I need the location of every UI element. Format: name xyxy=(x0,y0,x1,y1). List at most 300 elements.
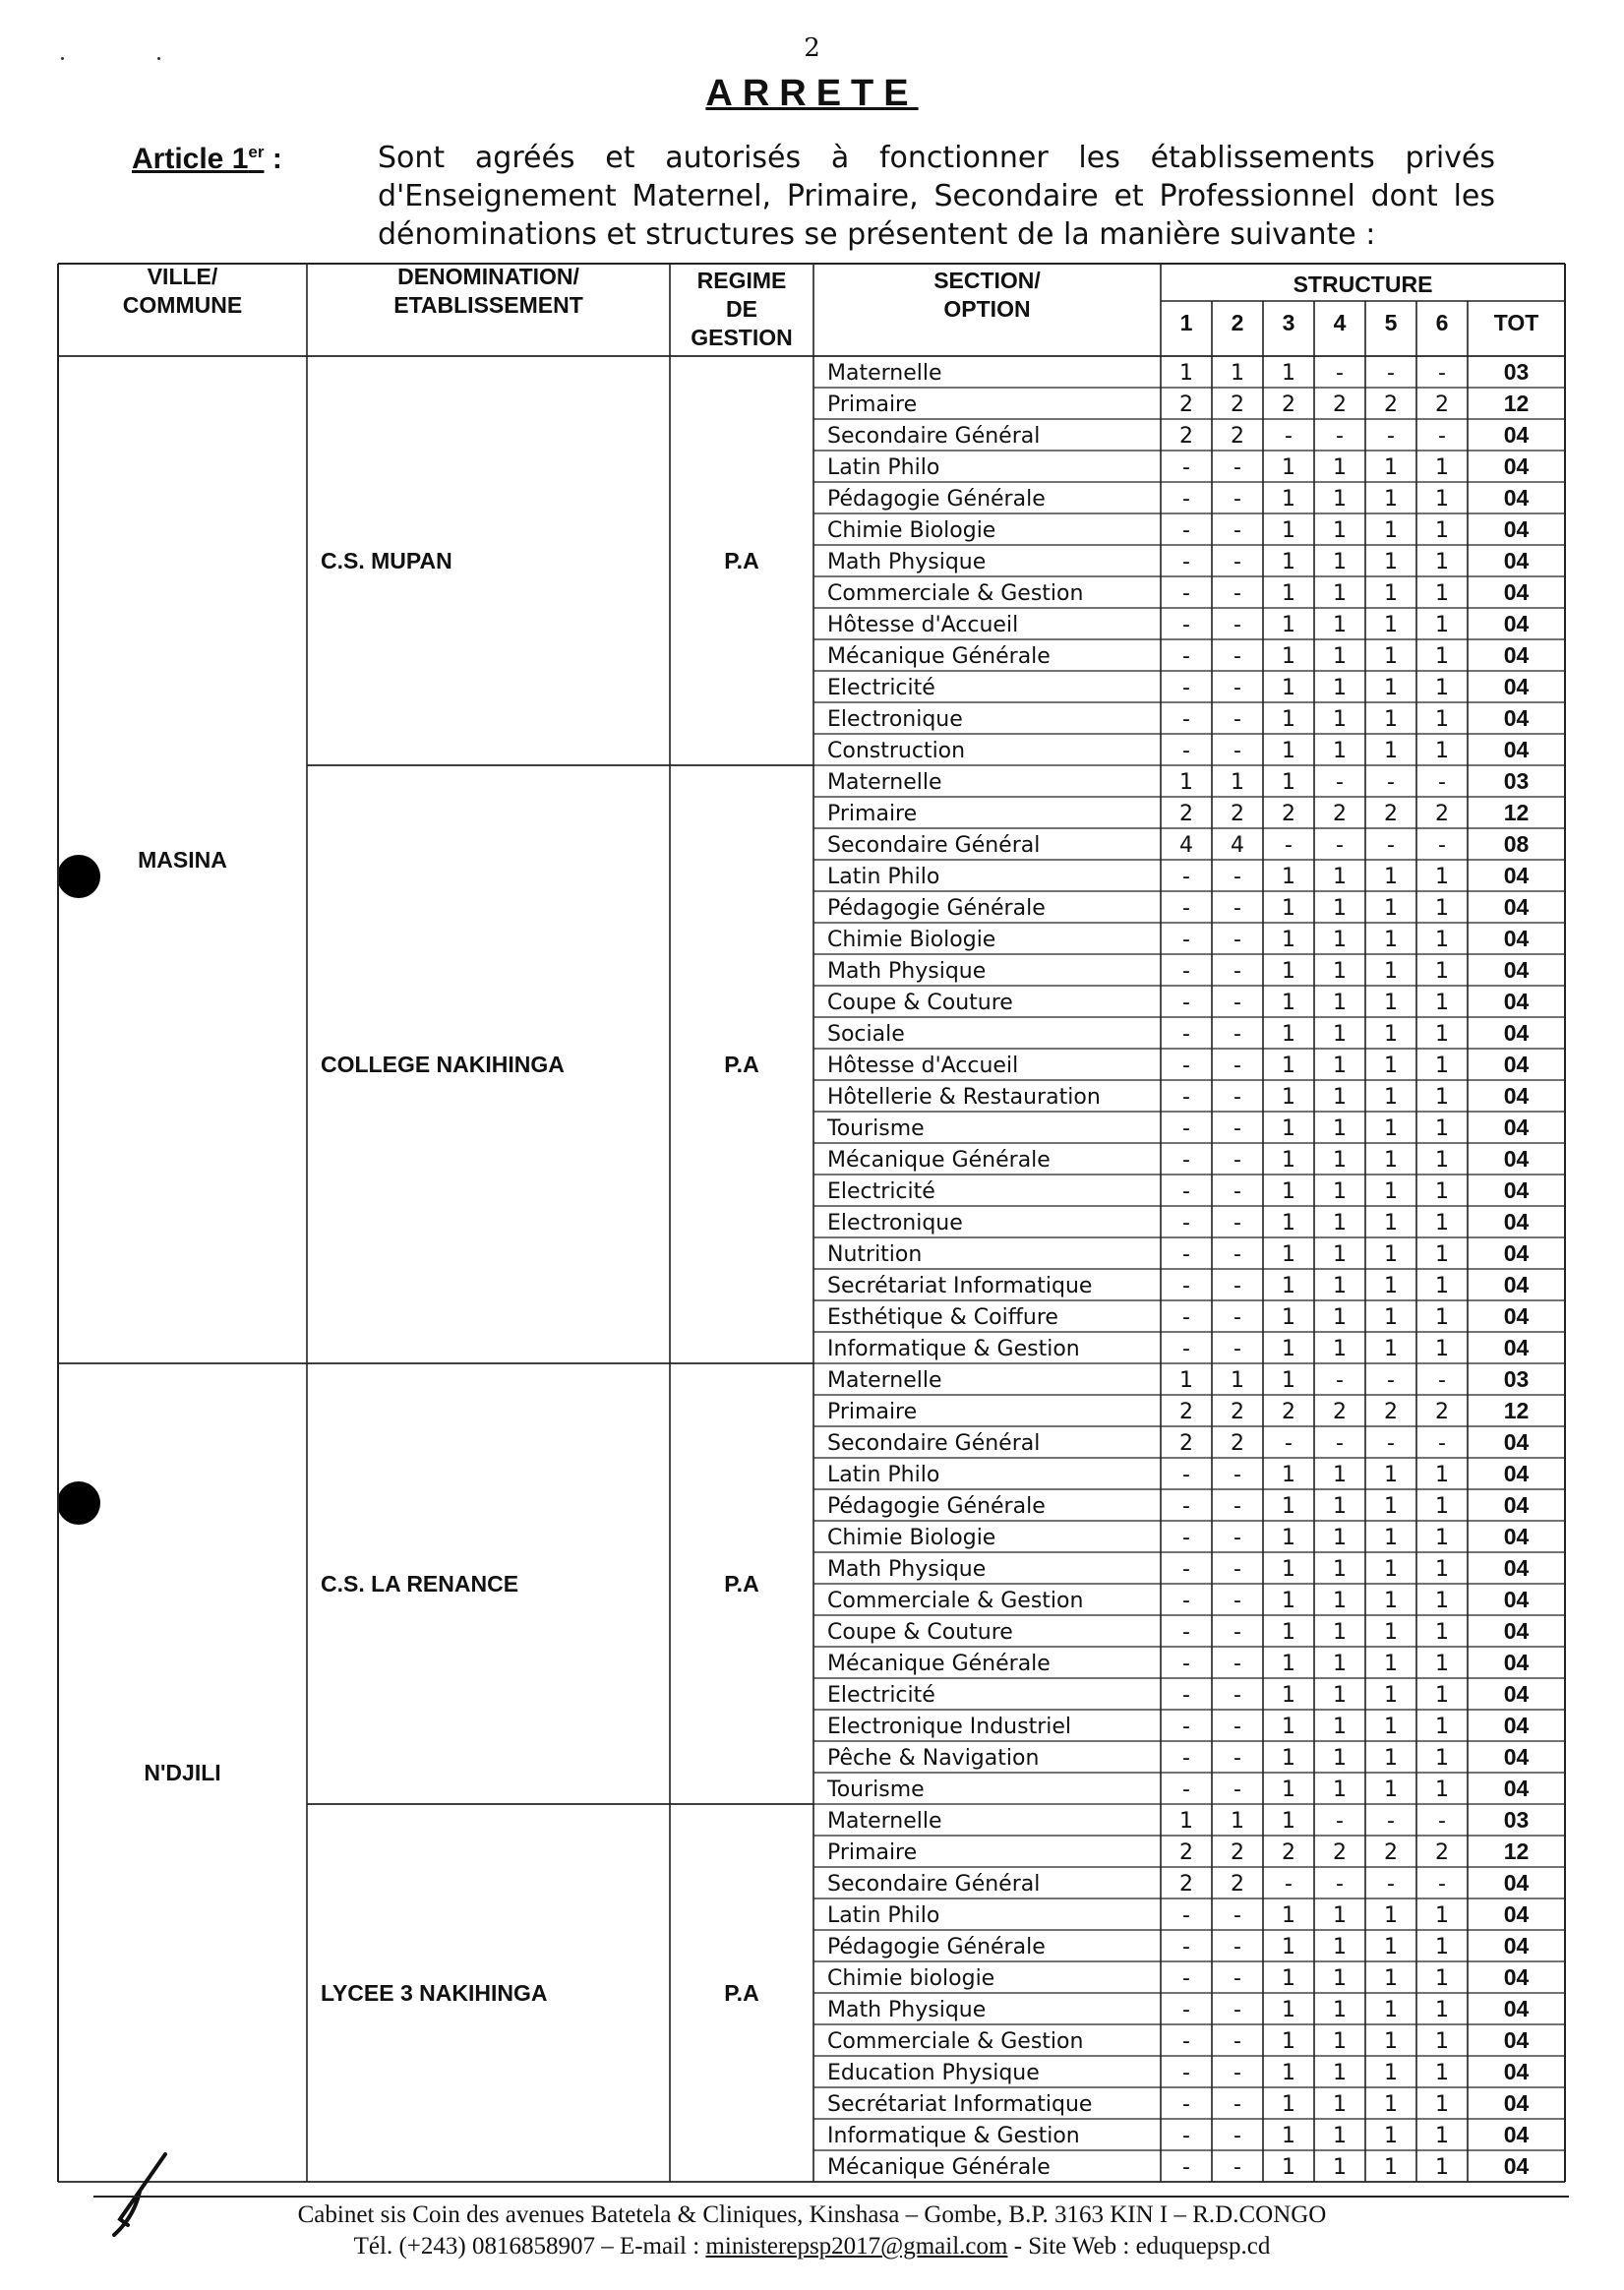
row-total: 04 xyxy=(1503,1744,1530,1770)
row-total: 08 xyxy=(1503,831,1530,857)
row-structure-value: 1 xyxy=(1435,1620,1449,1645)
row-total: 04 xyxy=(1503,516,1530,542)
footer-email-link[interactable]: ministerepsp2017@gmail.com xyxy=(705,2233,1008,2260)
row-structure-value: 1 xyxy=(1333,1620,1347,1645)
row-section-option: Chimie biologie xyxy=(827,1966,995,1991)
row-structure-value: 1 xyxy=(1384,1526,1398,1550)
row-structure-value: - xyxy=(1233,2155,1241,2180)
row-section-option: Informatique & Gestion xyxy=(827,1337,1080,1361)
row-section-option: Pédagogie Générale xyxy=(827,896,1046,921)
row-total: 04 xyxy=(1503,422,1530,448)
row-structure-value: 1 xyxy=(1333,1778,1347,1802)
row-structure-value: - xyxy=(1387,770,1395,795)
row-structure-value: 1 xyxy=(1384,1116,1398,1141)
header-de: DE xyxy=(726,296,757,322)
row-total: 04 xyxy=(1503,1115,1530,1140)
row-structure-value: - xyxy=(1233,865,1241,889)
row-section-option: Chimie Biologie xyxy=(827,928,996,952)
row-structure-value: 1 xyxy=(1282,518,1295,543)
row-structure-value: 1 xyxy=(1282,1116,1295,1141)
row-structure-value: - xyxy=(1182,1211,1190,1235)
row-structure-value: 4 xyxy=(1231,833,1244,858)
row-structure-value: 1 xyxy=(1384,2092,1398,2117)
row-section-option: Mécanique Générale xyxy=(827,2155,1051,2180)
row-section-option: Maternelle xyxy=(827,361,942,386)
row-total: 04 xyxy=(1503,1272,1530,1297)
row-total: 04 xyxy=(1503,1303,1530,1329)
row-structure-value: 2 xyxy=(1333,1840,1347,1865)
row-section-option: Coupe & Couture xyxy=(827,991,1013,1015)
row-section-option: Primaire xyxy=(827,802,918,826)
row-total: 12 xyxy=(1503,391,1530,416)
row-structure-value: 1 xyxy=(1282,1337,1295,1361)
row-structure-value: 1 xyxy=(1384,613,1398,637)
row-structure-value: - xyxy=(1233,1620,1241,1645)
row-structure-value: 1 xyxy=(1282,1809,1295,1834)
row-structure-value: - xyxy=(1233,2061,1241,2085)
row-structure-value: - xyxy=(1182,2092,1190,2117)
row-section-option: Mécanique Générale xyxy=(827,1652,1051,1676)
row-structure-value: 2 xyxy=(1435,1840,1449,1865)
row-structure-value: 2 xyxy=(1179,802,1193,826)
row-total: 03 xyxy=(1503,1807,1530,1833)
row-structure-value: - xyxy=(1387,1368,1395,1393)
row-structure-value: 2 xyxy=(1282,802,1295,826)
row-structure-value: 1 xyxy=(1435,739,1449,763)
row-structure-value: 1 xyxy=(1282,1494,1295,1519)
row-section-option: Primaire xyxy=(827,1840,918,1865)
row-section-option: Commerciale & Gestion xyxy=(827,2029,1084,2054)
row-structure-value: 1 xyxy=(1384,581,1398,606)
row-structure-value: - xyxy=(1182,1998,1190,2022)
row-structure-value: - xyxy=(1233,2092,1241,2117)
row-structure-value: 1 xyxy=(1435,676,1449,700)
row-structure-value: 1 xyxy=(1333,707,1347,732)
row-structure-value: - xyxy=(1182,581,1190,606)
row-structure-value: - xyxy=(1285,424,1293,449)
row-structure-value: 1 xyxy=(1333,896,1347,921)
row-structure-value: 1 xyxy=(1333,959,1347,984)
header-regime: REGIME xyxy=(696,268,787,293)
row-structure-value: 1 xyxy=(1333,1148,1347,1173)
row-structure-value: 1 xyxy=(1384,1903,1398,1928)
row-total: 04 xyxy=(1503,548,1530,573)
row-structure-value: 1 xyxy=(1333,550,1347,574)
row-total: 04 xyxy=(1503,1933,1530,1959)
row-structure-value: - xyxy=(1182,1022,1190,1047)
row-structure-value: 2 xyxy=(1435,802,1449,826)
row-structure-value: 1 xyxy=(1384,1557,1398,1582)
row-structure-value: 1 xyxy=(1282,991,1295,1015)
row-structure-value: 1 xyxy=(1384,1778,1398,1802)
row-structure-value: 1 xyxy=(1282,959,1295,984)
row-structure-value: 1 xyxy=(1435,2092,1449,2117)
row-section-option: Pédagogie Générale xyxy=(827,487,1046,512)
row-structure-value: 1 xyxy=(1282,865,1295,889)
row-structure-value: - xyxy=(1233,1242,1241,1267)
school-regime: P.A xyxy=(724,1052,759,1077)
footer-rule xyxy=(93,2196,1569,2198)
row-section-option: Secondaire Général xyxy=(827,833,1041,858)
row-structure-value: 1 xyxy=(1333,1179,1347,1204)
row-structure-value: 1 xyxy=(1435,865,1449,889)
row-structure-value: - xyxy=(1182,1337,1190,1361)
row-structure-value: - xyxy=(1182,1778,1190,1802)
row-total: 04 xyxy=(1503,1177,1530,1203)
row-section-option: Maternelle xyxy=(827,1368,942,1393)
row-structure-value: 1 xyxy=(1282,581,1295,606)
row-structure-value: 1 xyxy=(1282,1998,1295,2022)
row-structure-value: 1 xyxy=(1333,865,1347,889)
row-structure-value: 1 xyxy=(1333,1494,1347,1519)
school-regime: P.A xyxy=(724,548,759,573)
row-structure-value: - xyxy=(1182,676,1190,700)
row-structure-value: 1 xyxy=(1333,1526,1347,1550)
row-structure-value: - xyxy=(1233,1337,1241,1361)
row-structure-value: - xyxy=(1182,1054,1190,1078)
row-structure-value: 2 xyxy=(1179,424,1193,449)
row-structure-value: - xyxy=(1233,550,1241,574)
row-structure-value: 2 xyxy=(1179,1400,1193,1424)
row-structure-value: 1 xyxy=(1384,1148,1398,1173)
row-structure-value: - xyxy=(1233,1778,1241,1802)
row-structure-value: 1 xyxy=(1384,1054,1398,1078)
row-structure-value: 1 xyxy=(1282,1778,1295,1802)
row-structure-value: - xyxy=(1233,1683,1241,1708)
row-structure-value: 1 xyxy=(1282,770,1295,795)
row-structure-value: 1 xyxy=(1435,1903,1449,1928)
row-total: 04 xyxy=(1503,705,1530,731)
row-structure-value: - xyxy=(1336,1872,1344,1897)
footer-address: Cabinet sis Coin des avenues Batetela & Cliniques, Kinshasa – Gombe, B.P. 3163 KIN I – R.D.CONGO xyxy=(297,2201,1327,2228)
row-total: 03 xyxy=(1503,768,1530,794)
row-total: 04 xyxy=(1503,1681,1530,1707)
school-name: LYCEE 3 NAKIHINGA xyxy=(321,1980,548,2006)
row-structure-value: 1 xyxy=(1333,2061,1347,2085)
row-structure-value: 1 xyxy=(1333,1683,1347,1708)
row-structure-value: 1 xyxy=(1384,896,1398,921)
row-structure-value: 1 xyxy=(1282,2124,1295,2148)
row-section-option: Nutrition xyxy=(827,1242,923,1267)
row-structure-value: 1 xyxy=(1384,707,1398,732)
row-structure-value: 1 xyxy=(1384,1337,1398,1361)
article-label: Article 1er : xyxy=(132,143,282,175)
row-structure-value: - xyxy=(1182,1683,1190,1708)
row-structure-value: 4 xyxy=(1179,833,1193,858)
row-structure-value: 2 xyxy=(1384,1840,1398,1865)
row-structure-value: 1 xyxy=(1282,1368,1295,1393)
row-structure-value: 2 xyxy=(1231,392,1244,417)
row-total: 04 xyxy=(1503,1650,1530,1675)
row-structure-value: - xyxy=(1182,928,1190,952)
row-structure-value: - xyxy=(1438,1368,1446,1393)
header-col-2: 2 xyxy=(1231,310,1244,335)
header-etablissement: ETABLISSEMENT xyxy=(393,292,583,318)
row-structure-value: - xyxy=(1182,1557,1190,1582)
row-total: 04 xyxy=(1503,1052,1530,1077)
row-structure-value: 1 xyxy=(1435,1998,1449,2022)
row-section-option: Commerciale & Gestion xyxy=(827,581,1084,606)
row-structure-value: 1 xyxy=(1435,2155,1449,2180)
row-structure-value: 1 xyxy=(1333,1589,1347,1613)
row-structure-value: 1 xyxy=(1435,644,1449,669)
row-structure-value: 1 xyxy=(1282,455,1295,480)
row-structure-value: 1 xyxy=(1435,1305,1449,1330)
row-structure-value: 1 xyxy=(1384,959,1398,984)
row-structure-value: 1 xyxy=(1333,1935,1347,1959)
row-section-option: Maternelle xyxy=(827,770,942,795)
row-structure-value: 1 xyxy=(1384,739,1398,763)
row-total: 04 xyxy=(1503,863,1530,888)
row-structure-value: 1 xyxy=(1282,1085,1295,1110)
row-structure-value: - xyxy=(1233,1022,1241,1047)
row-structure-value: 1 xyxy=(1282,1242,1295,1267)
row-structure-value: 1 xyxy=(1435,1054,1449,1078)
row-section-option: Hôtesse d'Accueil xyxy=(827,1054,1019,1078)
row-structure-value: - xyxy=(1182,991,1190,1015)
row-structure-value: 1 xyxy=(1333,1557,1347,1582)
row-structure-value: - xyxy=(1233,959,1241,984)
row-structure-value: - xyxy=(1233,487,1241,512)
row-section-option: Electronique Industriel xyxy=(827,1715,1072,1739)
row-section-option: Latin Philo xyxy=(827,865,940,889)
row-structure-value: 1 xyxy=(1333,676,1347,700)
row-structure-value: 1 xyxy=(1435,613,1449,637)
row-total: 04 xyxy=(1503,642,1530,668)
row-structure-value: 1 xyxy=(1179,1809,1193,1834)
header-section: SECTION/ xyxy=(933,268,1041,293)
row-structure-value: - xyxy=(1233,1463,1241,1487)
row-structure-value: 1 xyxy=(1333,739,1347,763)
row-structure-value: - xyxy=(1233,1589,1241,1613)
row-structure-value: 1 xyxy=(1282,1652,1295,1676)
row-structure-value: - xyxy=(1336,361,1344,386)
row-structure-value: - xyxy=(1182,1085,1190,1110)
row-structure-value: 1 xyxy=(1333,2092,1347,2117)
row-structure-value: - xyxy=(1438,424,1446,449)
row-structure-value: 1 xyxy=(1282,1179,1295,1204)
row-structure-value: - xyxy=(1233,1494,1241,1519)
row-structure-value: - xyxy=(1233,518,1241,543)
row-structure-value: 1 xyxy=(1282,1589,1295,1613)
row-structure-value: - xyxy=(1233,707,1241,732)
row-structure-value: 1 xyxy=(1282,1903,1295,1928)
row-structure-value: - xyxy=(1182,896,1190,921)
row-total: 04 xyxy=(1503,1555,1530,1581)
row-total: 04 xyxy=(1503,579,1530,605)
row-structure-value: - xyxy=(1182,707,1190,732)
row-structure-value: 1 xyxy=(1384,2124,1398,2148)
row-structure-value: 1 xyxy=(1435,1463,1449,1487)
row-structure-value: 1 xyxy=(1231,361,1244,386)
row-structure-value: 1 xyxy=(1282,2061,1295,2085)
row-structure-value: 1 xyxy=(1282,1211,1295,1235)
school-name: C.S. MUPAN xyxy=(321,548,452,573)
row-structure-value: - xyxy=(1182,1589,1190,1613)
row-structure-value: - xyxy=(1336,833,1344,858)
row-structure-value: 1 xyxy=(1435,1022,1449,1047)
row-structure-value: 1 xyxy=(1333,1054,1347,1078)
row-structure-value: - xyxy=(1285,1431,1293,1456)
row-structure-value: - xyxy=(1336,1809,1344,1834)
row-structure-value: - xyxy=(1233,1746,1241,1771)
row-section-option: Mécanique Générale xyxy=(827,1148,1051,1173)
header-col-1: 1 xyxy=(1179,310,1193,335)
row-structure-value: 1 xyxy=(1333,1966,1347,1991)
row-structure-value: 1 xyxy=(1333,644,1347,669)
row-structure-value: - xyxy=(1233,455,1241,480)
row-structure-value: - xyxy=(1182,1526,1190,1550)
row-total: 04 xyxy=(1503,1240,1530,1266)
row-total: 04 xyxy=(1503,2027,1530,2053)
row-structure-value: 1 xyxy=(1435,1589,1449,1613)
row-structure-value: - xyxy=(1182,2029,1190,2054)
header-col-3: 3 xyxy=(1282,310,1295,335)
row-total: 04 xyxy=(1503,453,1530,479)
row-structure-value: - xyxy=(1182,550,1190,574)
row-section-option: Pédagogie Générale xyxy=(827,1494,1046,1519)
row-section-option: Math Physique xyxy=(827,550,987,574)
row-structure-value: 2 xyxy=(1333,1400,1347,1424)
row-structure-value: - xyxy=(1233,1148,1241,1173)
row-structure-value: 1 xyxy=(1384,1652,1398,1676)
row-structure-value: 1 xyxy=(1384,1589,1398,1613)
row-structure-value: - xyxy=(1387,361,1395,386)
row-total: 04 xyxy=(1503,1618,1530,1644)
row-structure-value: 2 xyxy=(1384,392,1398,417)
row-structure-value: 1 xyxy=(1435,1211,1449,1235)
row-section-option: Primaire xyxy=(827,1400,918,1424)
row-structure-value: - xyxy=(1182,1494,1190,1519)
row-structure-value: 1 xyxy=(1282,676,1295,700)
row-structure-value: 1 xyxy=(1435,581,1449,606)
row-structure-value: 1 xyxy=(1333,1903,1347,1928)
row-total: 04 xyxy=(1503,1492,1530,1518)
row-structure-value: 1 xyxy=(1384,644,1398,669)
row-structure-value: 1 xyxy=(1384,1305,1398,1330)
row-total: 04 xyxy=(1503,926,1530,951)
row-structure-value: - xyxy=(1182,1746,1190,1771)
row-total: 04 xyxy=(1503,2090,1530,2116)
row-structure-value: 1 xyxy=(1435,707,1449,732)
row-total: 03 xyxy=(1503,359,1530,385)
row-structure-value: 1 xyxy=(1384,1966,1398,1991)
row-structure-value: - xyxy=(1387,424,1395,449)
row-structure-value: 1 xyxy=(1435,896,1449,921)
row-structure-value: - xyxy=(1182,1903,1190,1928)
row-structure-value: 1 xyxy=(1384,2155,1398,2180)
row-structure-value: 1 xyxy=(1384,1746,1398,1771)
row-structure-value: - xyxy=(1182,455,1190,480)
row-structure-value: - xyxy=(1233,581,1241,606)
row-section-option: Electricité xyxy=(827,1683,935,1708)
row-structure-value: - xyxy=(1233,1211,1241,1235)
row-section-option: Tourisme xyxy=(827,1778,925,1802)
row-section-option: Informatique & Gestion xyxy=(827,2124,1080,2148)
row-structure-value: 1 xyxy=(1333,1998,1347,2022)
row-structure-value: 2 xyxy=(1333,802,1347,826)
row-total: 04 xyxy=(1503,1461,1530,1486)
row-total: 04 xyxy=(1503,611,1530,636)
row-structure-value: 1 xyxy=(1384,928,1398,952)
row-structure-value: 1 xyxy=(1384,1085,1398,1110)
school-regime: P.A xyxy=(724,1980,759,2006)
row-structure-value: - xyxy=(1182,2124,1190,2148)
row-structure-value: 1 xyxy=(1333,487,1347,512)
row-structure-value: 2 xyxy=(1384,802,1398,826)
row-structure-value: 1 xyxy=(1384,487,1398,512)
row-structure-value: 2 xyxy=(1435,1400,1449,1424)
row-structure-value: - xyxy=(1182,1463,1190,1487)
commune-name: MASINA xyxy=(138,847,227,873)
row-total: 04 xyxy=(1503,1429,1530,1455)
row-section-option: Electronique xyxy=(827,707,963,732)
row-section-option: Esthétique & Coiffure xyxy=(827,1305,1058,1330)
row-structure-value: 1 xyxy=(1333,1242,1347,1267)
row-section-option: Maternelle xyxy=(827,1809,942,1834)
page-title: ARRETE xyxy=(705,73,919,114)
row-structure-value: 1 xyxy=(1435,1557,1449,1582)
row-structure-value: 1 xyxy=(1333,518,1347,543)
row-structure-value: - xyxy=(1182,1715,1190,1739)
footer-contact: Tél. (+243) 0816858907 – E-mail : ministerepsp2017@gmail.com - Site Web : eduquepsp.cd xyxy=(353,2233,1271,2260)
header-ville: VILLE/ xyxy=(147,264,218,289)
row-structure-value: - xyxy=(1182,613,1190,637)
row-structure-value: 2 xyxy=(1231,802,1244,826)
row-structure-value: 1 xyxy=(1435,487,1449,512)
row-total: 03 xyxy=(1503,1366,1530,1392)
row-structure-value: 1 xyxy=(1282,1022,1295,1047)
row-structure-value: 1 xyxy=(1333,1652,1347,1676)
header-col-4: 4 xyxy=(1333,310,1347,335)
row-total: 04 xyxy=(1503,674,1530,699)
row-structure-value: 1 xyxy=(1384,1620,1398,1645)
row-structure-value: 1 xyxy=(1282,2029,1295,2054)
row-total: 04 xyxy=(1503,2153,1530,2179)
row-structure-value: - xyxy=(1233,613,1241,637)
row-structure-value: - xyxy=(1233,928,1241,952)
row-section-option: Education Physique xyxy=(827,2061,1040,2085)
row-section-option: Commerciale & Gestion xyxy=(827,1589,1084,1613)
row-structure-value: 1 xyxy=(1384,1022,1398,1047)
page-number: 2 xyxy=(804,33,820,63)
row-structure-value: - xyxy=(1182,2155,1190,2180)
row-structure-value: 1 xyxy=(1435,1085,1449,1110)
row-structure-value: 1 xyxy=(1282,1746,1295,1771)
school-name: COLLEGE NAKIHINGA xyxy=(321,1052,565,1077)
row-structure-value: 1 xyxy=(1333,1463,1347,1487)
row-section-option: Electronique xyxy=(827,1211,963,1235)
row-structure-value: - xyxy=(1233,739,1241,763)
row-section-option: Sociale xyxy=(827,1022,905,1047)
row-structure-value: 1 xyxy=(1282,550,1295,574)
row-structure-value: 1 xyxy=(1384,1211,1398,1235)
row-structure-value: 2 xyxy=(1384,1400,1398,1424)
row-structure-value: - xyxy=(1387,833,1395,858)
row-structure-value: 1 xyxy=(1384,1463,1398,1487)
row-structure-value: 1 xyxy=(1435,1526,1449,1550)
row-structure-value: 1 xyxy=(1435,959,1449,984)
row-total: 04 xyxy=(1503,1870,1530,1896)
row-total: 04 xyxy=(1503,2059,1530,2084)
header-structure: STRUCTURE xyxy=(1293,271,1433,297)
row-structure-value: - xyxy=(1182,959,1190,984)
row-section-option: Chimie Biologie xyxy=(827,518,996,543)
row-structure-value: 1 xyxy=(1435,1778,1449,1802)
row-section-option: Latin Philo xyxy=(827,1903,940,1928)
row-structure-value: - xyxy=(1233,1054,1241,1078)
row-section-option: Electricité xyxy=(827,676,935,700)
